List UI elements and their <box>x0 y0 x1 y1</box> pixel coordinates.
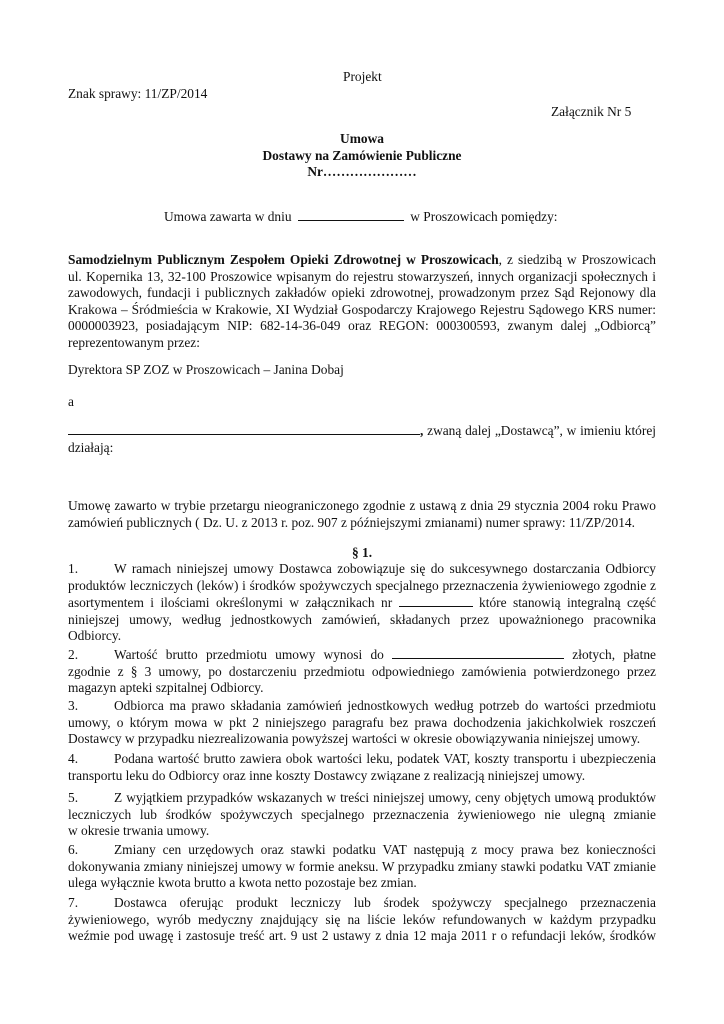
paragraph-4 <box>68 751 656 784</box>
party-two-line-2: działają: <box>68 439 114 455</box>
p1-line-3 <box>68 594 656 612</box>
party-one-name: Samodzielnym Publicznym Zespołem Opieki Zdrowotnej w Proszowicach <box>68 252 499 267</box>
p2-number: 2. <box>68 647 79 662</box>
intro-before: Umowa zawarta w dniu <box>164 209 292 224</box>
p3-line-2: umowy, o którym mowa w pkt 2 niniejszego paragrafu bez prawa dochodzenia jakichkolwiek roszczeń <box>68 714 656 730</box>
contract-intro <box>164 208 558 226</box>
party-one-line-1 <box>68 252 656 269</box>
p5-line-2: leczniczych lub środków spożywczych specjalnego przeznaczenia żywieniowego nie ulegną zmianie <box>68 806 656 822</box>
party-one-line-2: ul. Kopernika 13, 32-100 Proszowice wpisanym do rejestru stowarzyszeń, innych organizacji społecznych i <box>68 268 656 284</box>
paragraph-1 <box>68 561 656 645</box>
p5-number: 5. <box>68 790 79 805</box>
party-one-line-5: 0000003923, posiadającym NIP: 682-14-36-049 oraz REGON: 000300593, zwanym dalej „Odbiorcą” <box>68 318 656 334</box>
party-one-block <box>68 252 656 352</box>
title-line-3: Nr………………… <box>307 164 417 180</box>
p6-line-1 <box>68 842 656 859</box>
p5-line-3: w okresie trwania umowy. <box>68 823 210 839</box>
p1-text-3b: które stanowią integralną część <box>479 595 656 611</box>
paragraph-7 <box>68 895 656 945</box>
director-line: Dyrektora SP ZOZ w Proszowicach – Janina Dobaj <box>68 362 344 377</box>
p3-line-3: Dostawcy w przypadku niezrealizowania powyższej wartości w okresie obowiązywania niniejszej umowy. <box>68 731 641 747</box>
p7-line-2: żywieniowego, wyrób medyczny znajdujący się na liście leków refundowanych w każdym przypadku <box>68 911 656 927</box>
p2-line-2: zgodnie z § 3 umowy, po dostarczeniu przedmiotu odpowiedniego zamówienia potwierdzonego przez <box>68 663 656 679</box>
party-one-line-1-rest: , z siedzibą w Proszowicach <box>498 252 657 267</box>
p3-line-1 <box>68 698 656 715</box>
p4-text-1: Podana wartość brutto zawiera obok wartości leku, podatek VAT, koszty transportu i ubezpieczenia <box>114 751 656 766</box>
p1-line-4: niniejszej umowy, według jednostkowych zamówień, składanych przez upoważnionego pracownika <box>68 611 656 627</box>
party-one-line-6: reprezentowanym przez: <box>68 334 200 350</box>
paragraph-3 <box>68 698 656 748</box>
contractor-name-blank <box>68 422 420 435</box>
p2-text-1a: Wartość brutto przedmiotu umowy wynosi do <box>114 647 384 662</box>
p2-line-1 <box>68 646 656 664</box>
p6-line-3: ulega wyłącznie kwota brutto a kwota netto pozostaje bez zmian. <box>68 875 417 891</box>
p7-line-3: weźmie pod uwagę i zastosuje treść art. 9 ust 2 ustawy z dnia 12 maja 2011 r o refundacji leków, środków <box>68 928 656 944</box>
p7-number: 7. <box>68 895 79 910</box>
p6-text-1: Zmiany cen urzędowych oraz stawki podatku VAT następują z mocy prawa bez konieczności <box>114 842 656 857</box>
p1-number: 1. <box>68 561 79 576</box>
section-heading: § 1. <box>351 545 373 560</box>
p5-line-1 <box>68 790 656 807</box>
p2-text-1b: złotych, płatne <box>572 647 656 662</box>
attachment-label: Załącznik Nr 5 <box>551 104 632 119</box>
party-one-line-4: Krakowa – Śródmieścia w Krakowie, XI Wydział Gospodarczy Krajowego Rejestru Sądowego KRS numer: <box>68 301 656 317</box>
mode-line-1: Umowę zawarto w trybie przetargu nieograniczonego zgodnie z ustawą z dnia 29 stycznia 2004 roku Prawo <box>68 498 656 513</box>
p1-text-1: W ramach niniejszej umowy Dostawca zobowiązuje się do sukcesywnego dostarczania Odbiorcy <box>114 561 656 576</box>
document-title <box>0 131 724 181</box>
title-line-1: Umowa <box>340 131 384 146</box>
case-number: Znak sprawy: 11/ZP/2014 <box>68 86 208 101</box>
p4-line-1 <box>68 751 656 768</box>
p7-text-1: Dostawca oferując produkt leczniczy lub środek spożywczy specjalnego przeznaczenia <box>114 895 656 910</box>
party-two-block <box>68 422 656 456</box>
procurement-mode <box>68 498 656 531</box>
attachment-number-blank <box>399 594 473 607</box>
date-blank <box>298 208 404 221</box>
p6-number: 6. <box>68 842 79 857</box>
conjunction-a: a <box>68 394 74 409</box>
party-two-comma: , <box>420 423 424 438</box>
p1-line-2: produktów leczniczych (leków) i środków spożywczych specjalnego przeznaczenia żywieniowego zgodnie z <box>68 577 656 593</box>
p7-line-1 <box>68 895 656 912</box>
p6-line-2: dokonywania zmiany niniejszej umowy w formie aneksu. W przypadku zmiany stawki podatku VAT zmianie <box>68 858 656 874</box>
project-label: Projekt <box>343 69 382 84</box>
intro-after: w Proszowicach pomiędzy: <box>410 209 558 224</box>
party-two-line-1 <box>68 422 656 440</box>
p4-line-2: transportu leku do Odbiorcy oraz inne koszty Dostawcy związane z realizacją niniejszej umowy. <box>68 767 586 783</box>
value-blank <box>392 646 564 659</box>
paragraph-5 <box>68 790 656 840</box>
p1-line-5: Odbiorcy. <box>68 628 122 644</box>
p3-text-1: Odbiorca ma prawo składania zamówień jednostkowych według potrzeb do wartości przedmiotu <box>114 698 656 713</box>
mode-line-2: zamówień publicznych ( Dz. U. z 2013 r. poz. 907 z późniejszymi zmianami) numer sprawy: 11/ZP/2014. <box>68 514 635 530</box>
p5-text-1: Z wyjątkiem przypadków wskazanych w treści niniejszej umowy, ceny objętych umową produktów <box>114 790 656 805</box>
title-line-2: Dostawy na Zamówienie Publiczne <box>262 147 462 163</box>
party-one-line-3: zawodowych, fundacji i publicznych zakładów opieki zdrowotnej, prowadzonym przez Sąd Rejonowy dla <box>68 285 656 301</box>
paragraph-6 <box>68 842 656 892</box>
p4-number: 4. <box>68 751 79 766</box>
p1-text-3a: asortymentem i ilościami określonymi w załącznikach nr <box>68 595 393 611</box>
p2-line-3: magazyn apteki szpitalnej Odbiorcy. <box>68 680 264 696</box>
paragraph-2 <box>68 646 656 697</box>
p1-line-1 <box>68 561 656 578</box>
p3-number: 3. <box>68 698 79 713</box>
party-two-after: zwaną dalej „Dostawcą”, w imieniu której <box>427 423 656 438</box>
